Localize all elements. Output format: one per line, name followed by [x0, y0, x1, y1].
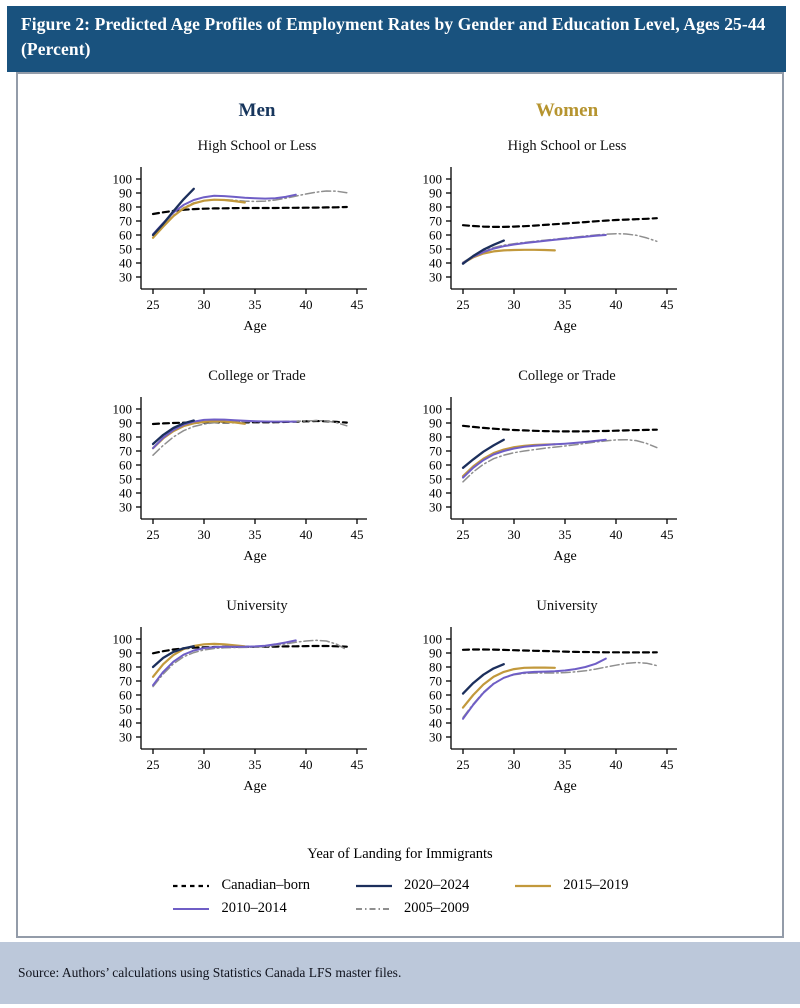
- svg-text:100: 100: [422, 171, 442, 187]
- svg-text:60: 60: [119, 457, 132, 473]
- legend-item-canadian-born: [171, 877, 310, 894]
- svg-text:60: 60: [429, 457, 442, 473]
- svg-text:90: 90: [429, 415, 442, 431]
- charts-grid: [95, 138, 715, 802]
- svg-text:90: 90: [429, 185, 442, 201]
- legend-swatch-gold-line: [513, 880, 553, 892]
- svg-text:Age: Age: [553, 319, 577, 334]
- svg-text:50: 50: [119, 241, 132, 257]
- legend: [18, 846, 782, 917]
- svg-text:80: 80: [119, 659, 132, 675]
- legend-label: 2010–2014: [221, 900, 287, 916]
- svg-text:100: 100: [112, 171, 132, 187]
- svg-text:45: 45: [660, 757, 674, 772]
- svg-text:60: 60: [429, 687, 442, 703]
- svg-text:25: 25: [146, 297, 160, 312]
- chart-canvas-holder: [95, 387, 405, 572]
- series-y2020: [153, 189, 194, 235]
- chart-canvas: [95, 617, 395, 797]
- svg-text:40: 40: [609, 297, 623, 312]
- svg-text:35: 35: [558, 757, 572, 772]
- figure-footer: [0, 942, 800, 1004]
- chart-canvas: [95, 387, 395, 567]
- svg-text:100: 100: [112, 631, 132, 647]
- chart-canvas-holder: [405, 617, 715, 802]
- chart-canvas-holder: [405, 157, 715, 342]
- svg-text:50: 50: [429, 701, 442, 717]
- chart-title: University: [536, 598, 598, 614]
- svg-text:30: 30: [507, 527, 521, 542]
- svg-text:35: 35: [558, 527, 572, 542]
- chart-title: College or Trade: [518, 368, 616, 384]
- svg-text:80: 80: [429, 659, 442, 675]
- svg-text:100: 100: [422, 401, 442, 417]
- chart-women-college: [405, 368, 715, 572]
- svg-text:30: 30: [119, 499, 132, 515]
- svg-text:60: 60: [119, 227, 132, 243]
- legend-item-2020-2024: [354, 877, 469, 894]
- legend-title: Year of Landing for Immigrants: [307, 846, 493, 862]
- figure-page: [0, 6, 800, 1004]
- figure-body: [16, 72, 784, 938]
- svg-text:Age: Age: [243, 319, 267, 334]
- svg-text:70: 70: [429, 213, 442, 229]
- svg-text:90: 90: [119, 185, 132, 201]
- svg-text:35: 35: [248, 527, 262, 542]
- svg-text:30: 30: [119, 269, 132, 285]
- chart-canvas-holder: [405, 387, 715, 572]
- svg-text:25: 25: [456, 297, 470, 312]
- svg-text:45: 45: [660, 527, 674, 542]
- legend-item-2015-2019: [513, 877, 628, 894]
- svg-text:50: 50: [429, 471, 442, 487]
- svg-text:80: 80: [119, 429, 132, 445]
- svg-text:25: 25: [146, 527, 160, 542]
- chart-men-university: [95, 598, 405, 802]
- chart-canvas: [405, 387, 705, 567]
- series-canadian_born: [463, 650, 657, 653]
- svg-text:90: 90: [119, 415, 132, 431]
- chart-women-university: [405, 598, 715, 802]
- svg-text:50: 50: [119, 471, 132, 487]
- series-canadian_born: [463, 218, 657, 227]
- svg-text:70: 70: [119, 673, 132, 689]
- figure-header: [7, 6, 786, 72]
- series-canadian_born: [463, 426, 657, 432]
- svg-text:70: 70: [429, 673, 442, 689]
- chart-men-college: [95, 368, 405, 572]
- svg-text:25: 25: [456, 527, 470, 542]
- svg-text:70: 70: [429, 443, 442, 459]
- legend-grid: [171, 877, 628, 917]
- svg-text:35: 35: [248, 297, 262, 312]
- legend-label: 2020–2024: [404, 877, 470, 893]
- column-headers: [95, 100, 715, 122]
- chart-canvas: [405, 617, 705, 797]
- legend-swatch-dashed-line: [171, 880, 211, 892]
- svg-text:50: 50: [119, 701, 132, 717]
- svg-text:40: 40: [299, 757, 313, 772]
- svg-text:45: 45: [660, 297, 674, 312]
- svg-text:80: 80: [119, 199, 132, 215]
- svg-text:35: 35: [248, 757, 262, 772]
- column-header-women: Women: [535, 100, 599, 121]
- svg-text:90: 90: [119, 645, 132, 661]
- svg-text:100: 100: [112, 401, 132, 417]
- legend-swatch-purple-line: [171, 903, 211, 915]
- svg-text:40: 40: [429, 715, 442, 731]
- svg-text:30: 30: [507, 297, 521, 312]
- svg-text:Age: Age: [553, 779, 577, 794]
- svg-text:90: 90: [429, 645, 442, 661]
- chart-title: High School or Less: [197, 138, 317, 154]
- svg-text:25: 25: [456, 757, 470, 772]
- legend-item-2010-2014: [171, 900, 310, 917]
- legend-label: 2005–2009: [404, 900, 470, 916]
- svg-text:40: 40: [299, 297, 313, 312]
- svg-text:40: 40: [299, 527, 313, 542]
- svg-text:40: 40: [609, 757, 623, 772]
- chart-canvas: [95, 157, 395, 337]
- svg-text:Age: Age: [243, 779, 267, 794]
- svg-text:25: 25: [146, 757, 160, 772]
- svg-text:45: 45: [350, 527, 364, 542]
- svg-text:30: 30: [119, 729, 132, 745]
- svg-text:80: 80: [429, 429, 442, 445]
- column-header-men: Men: [238, 100, 276, 121]
- svg-text:45: 45: [350, 297, 364, 312]
- svg-text:60: 60: [429, 227, 442, 243]
- svg-text:30: 30: [429, 269, 442, 285]
- svg-text:80: 80: [429, 199, 442, 215]
- chart-women-highschool: [405, 138, 715, 342]
- legend-item-2005-2009: [354, 900, 469, 917]
- svg-text:30: 30: [197, 757, 211, 772]
- svg-text:40: 40: [119, 715, 132, 731]
- svg-text:100: 100: [422, 631, 442, 647]
- figure-title: Figure 2: Predicted Age Profiles of Employment Rates by Gender and Education Level, Ages 25-44 (Percent): [21, 14, 766, 60]
- legend-swatch-dashdot-line: [354, 903, 394, 915]
- svg-text:40: 40: [119, 255, 132, 271]
- svg-text:30: 30: [197, 297, 211, 312]
- chart-men-highschool: [95, 138, 405, 342]
- svg-text:40: 40: [119, 485, 132, 501]
- svg-text:70: 70: [119, 213, 132, 229]
- chart-title: College or Trade: [208, 368, 306, 384]
- svg-text:40: 40: [609, 527, 623, 542]
- svg-text:60: 60: [119, 687, 132, 703]
- source-note: Source: Authors’ calculations using Statistics Canada LFS master files.: [18, 965, 402, 980]
- legend-label: Canadian–born: [221, 877, 311, 893]
- svg-text:50: 50: [429, 241, 442, 257]
- svg-text:30: 30: [507, 757, 521, 772]
- svg-text:35: 35: [558, 297, 572, 312]
- series-y2010: [463, 440, 606, 478]
- series-y2015: [463, 250, 555, 263]
- svg-text:30: 30: [429, 499, 442, 515]
- svg-text:30: 30: [429, 729, 442, 745]
- svg-text:70: 70: [119, 443, 132, 459]
- chart-title: University: [226, 598, 288, 614]
- svg-text:45: 45: [350, 757, 364, 772]
- svg-text:30: 30: [197, 527, 211, 542]
- chart-canvas-holder: [95, 617, 405, 802]
- series-y2020: [463, 664, 504, 693]
- legend-swatch-navy-line: [354, 880, 394, 892]
- svg-text:Age: Age: [553, 549, 577, 564]
- svg-text:40: 40: [429, 255, 442, 271]
- chart-canvas: [405, 157, 705, 337]
- svg-text:40: 40: [429, 485, 442, 501]
- chart-canvas-holder: [95, 157, 405, 342]
- svg-text:Age: Age: [243, 549, 267, 564]
- chart-title: High School or Less: [507, 138, 627, 154]
- series-y2005: [463, 234, 657, 263]
- legend-label: 2015–2019: [563, 877, 629, 893]
